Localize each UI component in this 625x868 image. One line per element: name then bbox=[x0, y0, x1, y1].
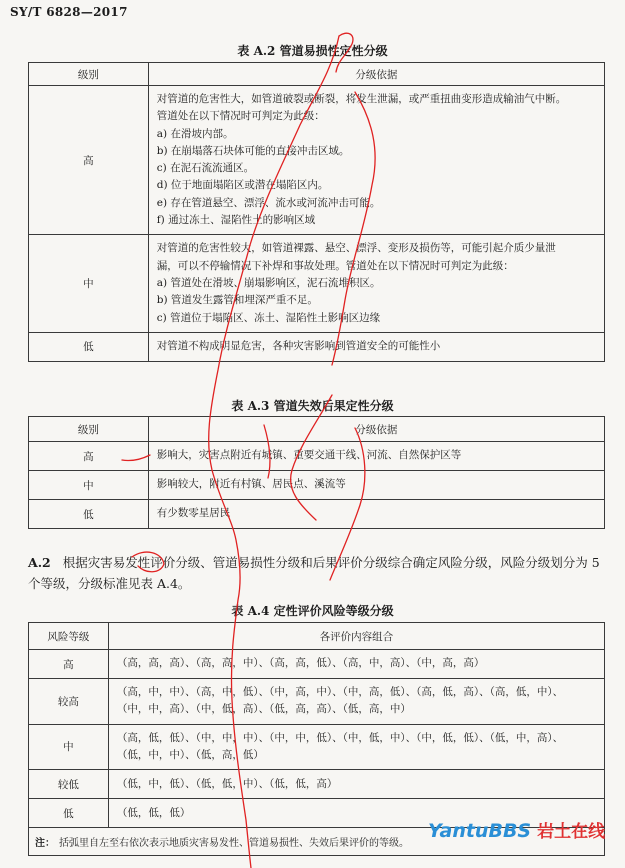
table-row bbox=[29, 724, 605, 770]
row-level: 低 bbox=[29, 799, 109, 828]
basis-line: b) 管道发生露管和埋深严重不足。 bbox=[156, 294, 318, 307]
row-basis: 有少数零星居民 bbox=[148, 500, 604, 529]
note-text: 括弧里自左至右依次表示地质灾害易发性、管道易损性、失效后果评价的等级。 bbox=[59, 838, 409, 850]
basis-line: 漏，可以不停输情况下补焊和事故处理。管道处在以下情况时可判定为此级： bbox=[156, 259, 514, 272]
table-row bbox=[29, 679, 605, 725]
basis-line: a) 在滑坡内部。 bbox=[156, 127, 234, 140]
table-row bbox=[29, 235, 605, 332]
basis-line: 对管道的危害性较大，如管道裸露、悬空、漂浮、变形及损伤等，可能引起介质少量泄 bbox=[156, 242, 556, 255]
table-row bbox=[29, 650, 605, 679]
row-basis: 影响大，灾害点附近有城镇、重要交通干线、河流、自然保护区等 bbox=[148, 442, 604, 471]
row-combos bbox=[108, 770, 604, 799]
table-a3 bbox=[28, 416, 605, 529]
row-level: 低 bbox=[29, 500, 149, 529]
table-a2-header-level: 级别 bbox=[29, 63, 149, 86]
row-level: 较高 bbox=[29, 679, 109, 725]
basis-line: b) 在崩塌落石块体可能的直接冲击区域。 bbox=[156, 144, 350, 157]
table-a2-caption: 表 A.2 管道易损性定性分级 bbox=[237, 44, 388, 58]
basis-line: c) 在泥石流流通区。 bbox=[156, 162, 255, 175]
watermark-brand: YantuBBS bbox=[428, 820, 532, 842]
combo-line: （低，低，低） bbox=[116, 806, 191, 819]
combo-line: （低，中，低）、（低，低，中）、（低，低，高） bbox=[116, 777, 338, 790]
combo-line: （中，中，高）、（中，低，高）、（低，高，高）、（低，高，中） bbox=[116, 703, 411, 716]
row-combos bbox=[108, 724, 604, 770]
table-a3-caption: 表 A.3 管道失效后果定性分级 bbox=[231, 399, 394, 413]
combo-line: （高，中，中）、（高，中，低）、（中，高，中）、（中，高，低）、（高，低，高）、（高，低，中）、 bbox=[116, 686, 564, 698]
row-level: 中 bbox=[29, 471, 149, 500]
table-a4-header-level: 风险等级 bbox=[29, 623, 109, 650]
basis-line: f) 通过冻土、湿陷性土的影响区域 bbox=[156, 214, 316, 227]
basis-line: 对管道不构成明显危害，各种灾害影响到管道安全的可能性小 bbox=[156, 340, 441, 353]
table-a4-caption: 表 A.4 定性评价风险等级分级 bbox=[231, 604, 394, 618]
section-number: A.2 bbox=[28, 555, 51, 570]
watermark-cn: 岩土在线 bbox=[537, 822, 606, 842]
row-basis bbox=[148, 86, 604, 235]
row-basis bbox=[148, 332, 604, 361]
row-level: 中 bbox=[29, 235, 149, 332]
row-level: 较低 bbox=[29, 770, 109, 799]
table-row bbox=[29, 500, 605, 529]
section-text: 根据灾害易发性评价分级、管道易损性分级和后果评价分级综合确定风险分级，风险分级划分为 5 个等级，分级标准见表 A.4。 bbox=[28, 555, 600, 591]
combo-line: （高，低，低）、（中，中，中）、（中，中，低）、（中，低，中）、（中，低，低）、（低，中，高）、 bbox=[116, 731, 564, 744]
basis-line: 管道处在以下情况时可判定为此级： bbox=[156, 110, 325, 123]
table-a3-header-basis: 分级依据 bbox=[148, 417, 604, 442]
table-a2 bbox=[28, 62, 605, 362]
row-level: 低 bbox=[29, 332, 149, 361]
basis-line: a) 管道处在滑坡、崩塌影响区，泥石流堆积区。 bbox=[156, 276, 381, 289]
note-label: 注： bbox=[35, 838, 55, 850]
row-level: 中 bbox=[29, 724, 109, 770]
table-a2-header-basis: 分级依据 bbox=[148, 63, 604, 86]
table-row bbox=[29, 332, 605, 361]
row-basis: 影响较大，附近有村镇、居民点、溪流等 bbox=[148, 471, 604, 500]
row-combos bbox=[108, 679, 604, 725]
table-a3-header-level: 级别 bbox=[29, 417, 149, 442]
row-combos bbox=[108, 650, 604, 679]
standard-code-header: SY/T 6828—2017 bbox=[10, 5, 128, 19]
site-watermark bbox=[428, 817, 605, 842]
row-level: 高 bbox=[29, 650, 109, 679]
section-a2-paragraph bbox=[28, 552, 603, 594]
table-row bbox=[29, 770, 605, 799]
basis-line: 对管道的危害性大，如管道破裂或断裂，将发生泄漏，或严重扭曲变形造成输油气中断。 bbox=[156, 93, 567, 105]
row-level: 高 bbox=[29, 442, 149, 471]
table-row bbox=[29, 86, 605, 235]
row-level: 高 bbox=[29, 86, 149, 235]
combo-line: （低，中，中）、（低，高，低） bbox=[116, 748, 264, 761]
table-row bbox=[29, 442, 605, 471]
basis-line: d) 位于地面塌陷区或潜在塌陷区内。 bbox=[156, 179, 329, 192]
basis-line: c) 管道位于塌陷区、冻土、湿陷性土影响区边缘 bbox=[156, 311, 381, 324]
combo-line: （高，高，高）、（高，高，中）、（高，高，低）、（高，中，高）、（中，高，高） bbox=[116, 657, 485, 670]
row-basis bbox=[148, 235, 604, 332]
basis-line: e) 存在管道悬空、漂浮、流水或河流冲击可能。 bbox=[156, 196, 381, 209]
table-row bbox=[29, 471, 605, 500]
table-a4-header-combos: 各评价内容组合 bbox=[108, 623, 604, 650]
